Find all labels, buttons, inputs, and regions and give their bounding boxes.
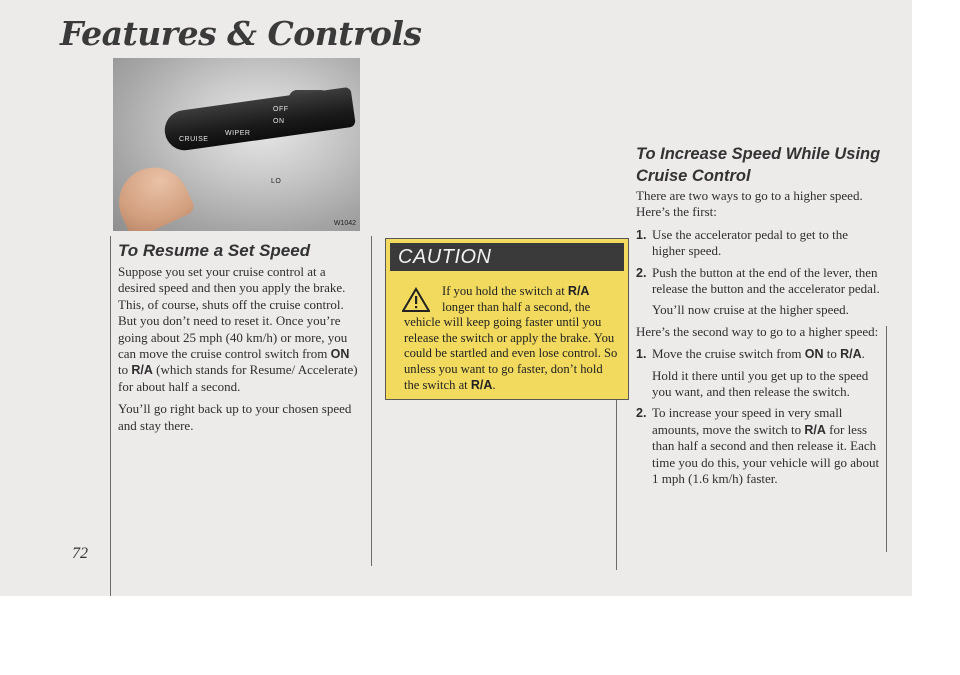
first-way-step-1: 1. Use the accelerator pedal to get to the higher speed. bbox=[636, 226, 848, 259]
cruise-label: CRUISE bbox=[179, 136, 209, 143]
caution-box bbox=[385, 238, 629, 400]
caution-title: CAUTION bbox=[390, 243, 624, 271]
second-way-step-2: 2. To increase your speed in very small amounts, move the switch to R/A for less than half a second and then release it. Each time you do this, your vehicle will go about 1 mph (1.6 km/h) faster. bbox=[636, 405, 880, 487]
middle-column-rule bbox=[371, 236, 372, 566]
increase-body bbox=[636, 188, 880, 493]
page-number: 72 bbox=[72, 545, 88, 562]
increase-intro: There are two ways to go to a higher speed. Here’s the first: bbox=[636, 188, 863, 220]
lo-label: LO bbox=[271, 178, 282, 185]
far-right-rule bbox=[886, 326, 887, 552]
second-way-intro: Here’s the second way to go to a higher speed: bbox=[636, 323, 879, 339]
second-way-step-1-note: Hold it there until you get up to the speed you want, and then release the switch. bbox=[652, 367, 869, 400]
resume-body bbox=[118, 264, 360, 440]
caution-text: If you hold the switch at R/A longer than half a second, the vehicle will keep going faster until you release the switch or apply the brake. You could be startled and even lose control. So unless you want to go faster, don’t hold the switch at R/A. bbox=[404, 284, 618, 392]
photo-code: W1042 bbox=[333, 220, 356, 227]
resume-heading: To Resume a Set Speed bbox=[118, 241, 311, 260]
off-label: OFF bbox=[273, 106, 289, 113]
on-label: ON bbox=[273, 118, 285, 125]
resume-paragraph-1: Suppose you set your cruise control at a desired speed and then you apply the brake. This, of course, shuts off the cruise control. But you don’t need to reset it. Once you’re going about 25 mph (40 km/h) or more, you can move the cruise control switch from ON to R/A (which stands for Resume/ Accelerate) for about half a second. bbox=[118, 264, 358, 394]
right-column-rule bbox=[616, 370, 617, 570]
second-way-step-1: 1. Move the cruise switch from ON to R/A. bbox=[636, 346, 865, 362]
first-way-step-2-note: You’ll now cruise at the higher speed. bbox=[652, 302, 849, 318]
section-title: Features & Controls bbox=[60, 14, 422, 53]
increase-heading: To Increase Speed While Using Cruise Control bbox=[636, 145, 881, 185]
left-column-rule bbox=[110, 236, 111, 596]
resume-paragraph-2: You’ll go right back up to your chosen speed and stay there. bbox=[118, 401, 352, 433]
finger bbox=[113, 156, 196, 231]
first-way-step-2: 2. Push the button at the end of the lever, then release the button and the accelerator pedal. bbox=[636, 264, 880, 297]
cruise-lever-photo bbox=[113, 58, 360, 231]
wiper-label: WIPER bbox=[225, 130, 251, 137]
